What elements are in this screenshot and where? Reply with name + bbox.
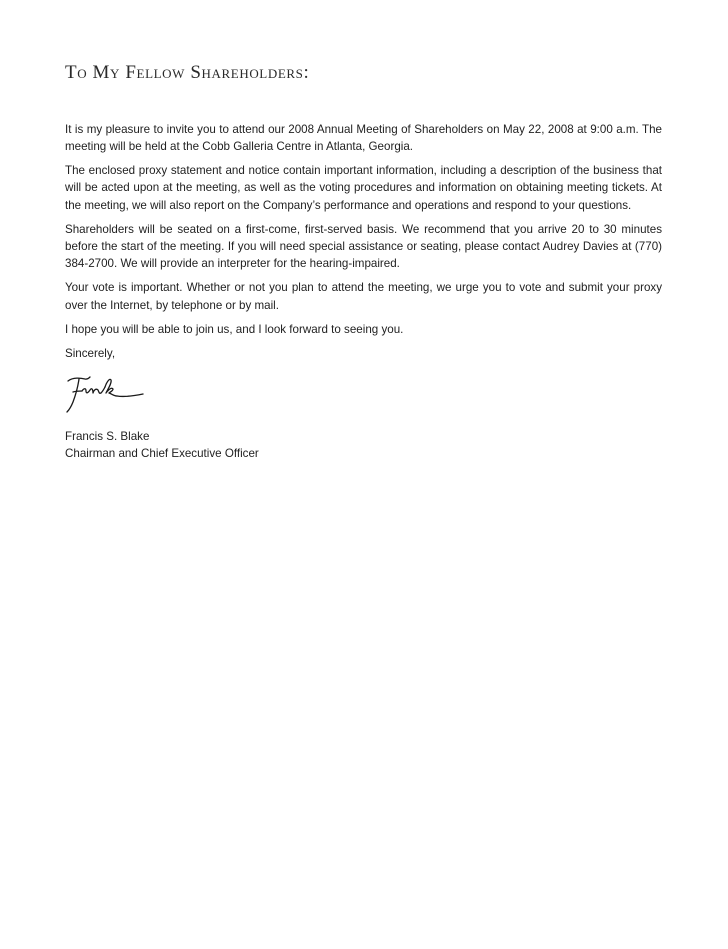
paragraph-vote: Your vote is important. Whether or not you plan to attend the meeting, we urge you to vote and submit your proxy over the Internet, by telephone or by mail.: [65, 281, 662, 312]
signer-title: Chairman and Chief Executive Officer: [65, 446, 259, 460]
salutation: To My Fellow Shareholders:: [65, 62, 310, 83]
paragraph-seating: Shareholders will be seated on a first-come, first-served basis. We recommend that you arrive 20 to 30 minutes before the start of the meeting. If you will need special assistance or seating, please contact Audrey Davies at (770) 384-2700. We will provide an interpreter for the hearing-impaired.: [65, 222, 662, 271]
signature-image: [65, 372, 147, 420]
paragraph-invitation: It is my pleasure to invite you to attend our 2008 Annual Meeting of Shareholders on May 22, 2008 at 9:00 a.m. The meeting will be held at the Cobb Galleria Centre in Atlanta, Georgia.: [65, 122, 662, 153]
closing: Sincerely,: [65, 347, 116, 361]
letter: [65, 62, 662, 462]
paragraph-closing-remark: I hope you will be able to join us, and I look forward to seeing you.: [65, 322, 404, 336]
signature-block: [65, 429, 662, 462]
signer-name: Francis S. Blake: [65, 430, 150, 444]
paragraph-proxy-statement: The enclosed proxy statement and notice contain important information, including a description of the business that will be acted upon at the meeting, as well as the voting procedures and information on obtaining meeting tickets. At the meeting, we will also report on the Company’s performance and operations and respond to your questions.: [65, 164, 662, 212]
